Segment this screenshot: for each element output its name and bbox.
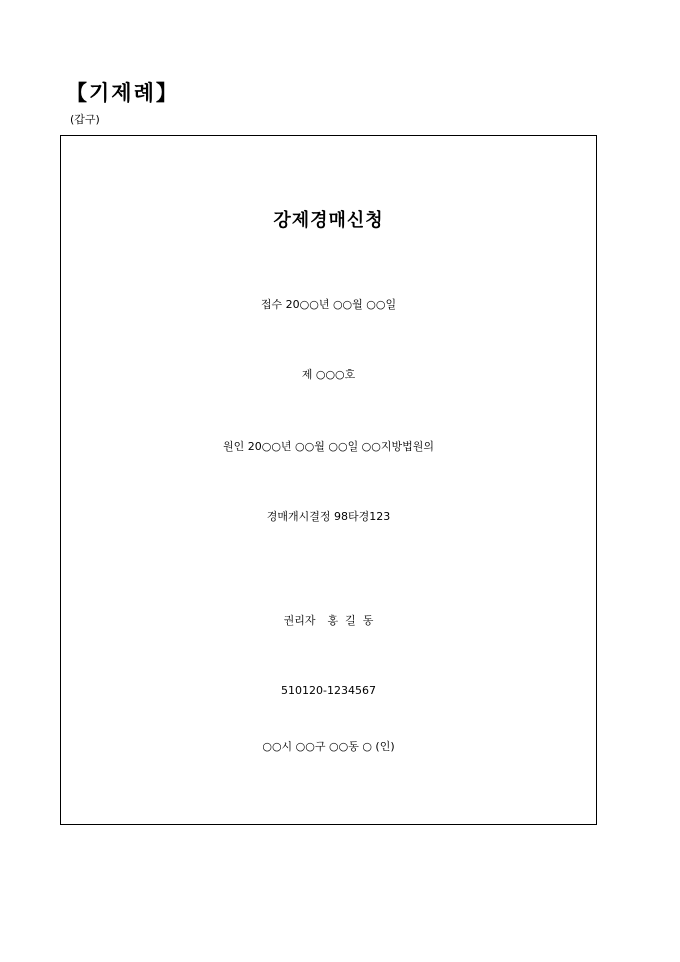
right-holder-name: 홍 길 동 <box>327 614 374 627</box>
right-holder-label: 권리자 <box>283 614 316 627</box>
holder-address: ○○시 ○○구 ○○동 ○ (인) <box>262 740 395 753</box>
entry-title: 강제경매신청 <box>273 210 384 231</box>
example-entry-box <box>60 135 597 825</box>
register-section-label: (갑구) <box>70 113 100 126</box>
section-heading: 【기제례】 <box>66 80 179 105</box>
receipt-date: 접수 20○○년 ○○월 ○○일 <box>260 298 397 311</box>
registration-cause: 원인 20○○년 ○○월 ○○일 ○○지방법원의 <box>222 440 435 453</box>
right-holder <box>61 614 596 628</box>
resident-number: 510120-1234567 <box>281 684 376 697</box>
auction-decision: 경매개시결정 98타경123 <box>266 510 391 523</box>
receipt-number: 제 ○○○호 <box>301 368 356 381</box>
